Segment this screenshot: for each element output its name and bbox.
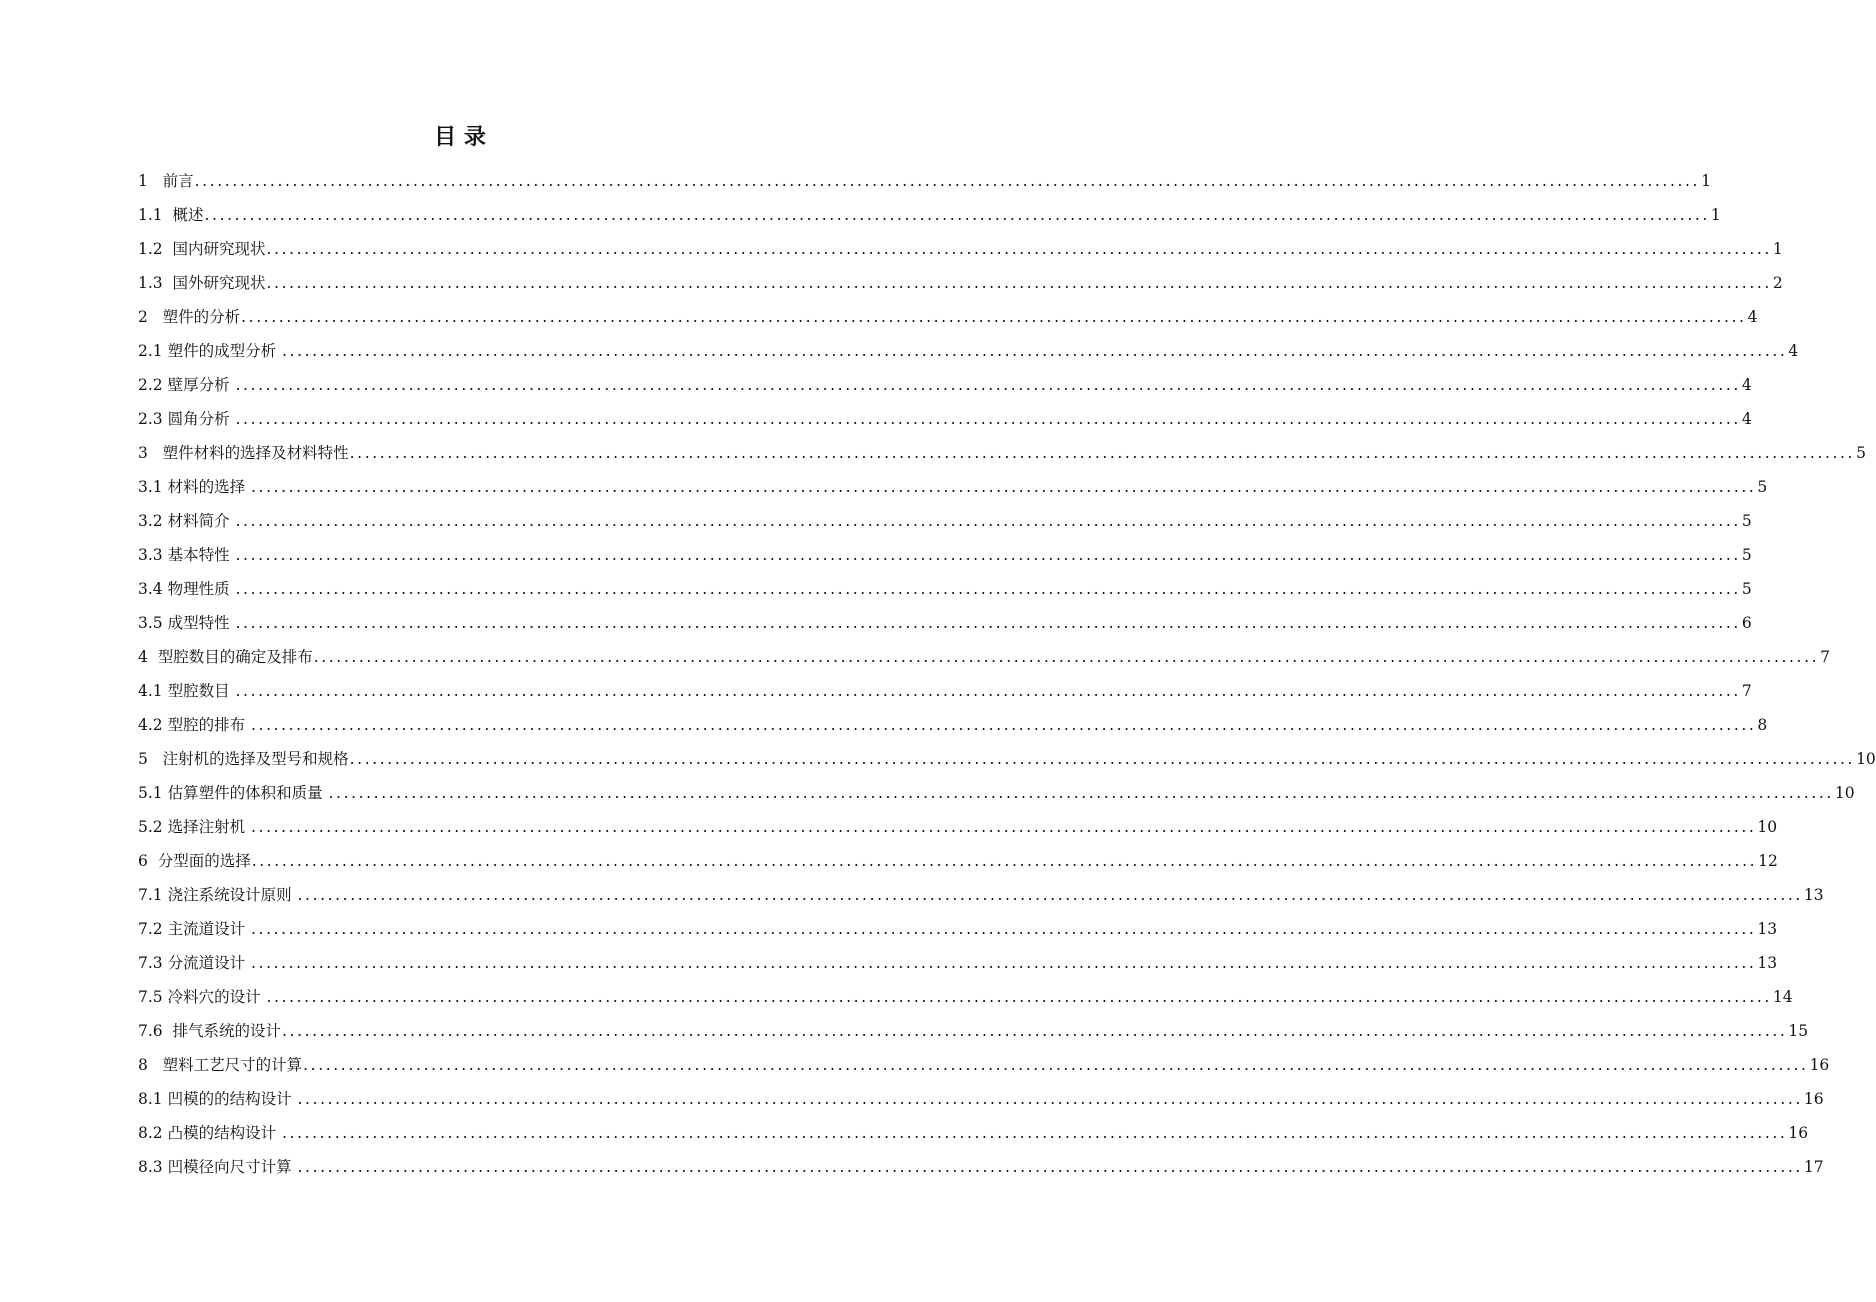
- toc-entry[interactable]: [138, 1048, 1830, 1082]
- toc-leader-dots: ........................................................................................................................................................................................................: [235, 410, 1741, 428]
- toc-entry[interactable]: [138, 572, 1752, 606]
- toc-entry-page-number: 4: [1741, 376, 1752, 394]
- toc-leader-dots: ........................................................................................................................................................................................................: [251, 478, 1757, 496]
- toc-leader-dots: ........................................................................................................................................................................................................: [297, 886, 1803, 904]
- toc-entry[interactable]: [138, 674, 1752, 708]
- toc-entry[interactable]: [138, 198, 1721, 232]
- toc-entry[interactable]: [138, 810, 1778, 844]
- toc-entry-page-number: 7: [1820, 648, 1830, 666]
- toc-entry-page-number: 1: [1710, 206, 1721, 224]
- toc-entry-label: 3 塑件材料的选择及材料特性: [138, 444, 349, 462]
- toc-entry-label: 5.1 估算塑件的体积和质量: [138, 784, 328, 802]
- toc-leader-dots: ........................................................................................................................................................................................................: [313, 648, 1820, 666]
- toc-entry-label: 3.3 基本特性: [138, 546, 235, 564]
- toc-entry[interactable]: [138, 1014, 1809, 1048]
- toc-leader-dots: ........................................................................................................................................................................................................: [251, 852, 1758, 870]
- toc-leader-dots: ........................................................................................................................................................................................................: [241, 308, 1747, 326]
- toc-leader-dots: ........................................................................................................................................................................................................: [282, 1022, 1788, 1040]
- toc-entry-label: 1.2 国内研究现状: [138, 240, 266, 258]
- toc-entry-label: 8 塑料工艺尺寸的计算: [138, 1056, 303, 1074]
- toc-leader-dots: ........................................................................................................................................................................................................: [349, 750, 1856, 768]
- toc-entry-page-number: 4: [1741, 410, 1752, 428]
- toc-entry[interactable]: [138, 708, 1768, 742]
- toc-entry-page-number: 15: [1788, 1022, 1809, 1040]
- toc-entry[interactable]: [138, 742, 1876, 776]
- toc-entry-label: 3.2 材料简介: [138, 512, 235, 530]
- toc-entry-label: 8.2 凸模的结构设计: [138, 1124, 282, 1142]
- toc-leader-dots: ........................................................................................................................................................................................................: [282, 1124, 1788, 1142]
- toc-leader-dots: ........................................................................................................................................................................................................: [266, 988, 1772, 1006]
- toc-entry-page-number: 13: [1757, 920, 1778, 938]
- toc-entry[interactable]: [138, 402, 1752, 436]
- toc-entry-page-number: 5: [1741, 512, 1752, 530]
- toc-entry[interactable]: [138, 232, 1783, 266]
- toc-entry-label: 7.1 浇注系统设计原则: [138, 886, 297, 904]
- toc-entry[interactable]: [138, 368, 1752, 402]
- toc-entry[interactable]: [138, 1082, 1824, 1116]
- toc-entry[interactable]: [138, 266, 1783, 300]
- toc-entry-page-number: 13: [1803, 886, 1824, 904]
- toc-entry-page-number: 1: [1701, 172, 1711, 190]
- toc-entry-page-number: 10: [1834, 784, 1855, 802]
- toc-entry[interactable]: [138, 470, 1768, 504]
- toc-entry-label: 3.5 成型特性: [138, 614, 235, 632]
- toc-title: 目 录: [434, 125, 486, 150]
- toc-entry-page-number: 5: [1741, 580, 1752, 598]
- toc-entry-label: 5.2 选择注射机: [138, 818, 251, 836]
- toc-leader-dots: ........................................................................................................................................................................................................: [266, 274, 1772, 292]
- toc-leader-dots: ........................................................................................................................................................................................................: [235, 376, 1741, 394]
- toc-entry[interactable]: [138, 878, 1824, 912]
- toc-entry-label: 8.3 凹模径向尺寸计算: [138, 1158, 297, 1176]
- toc-entry-page-number: 16: [1788, 1124, 1809, 1142]
- toc-entry-page-number: 8: [1757, 716, 1768, 734]
- toc-entry-label: 1 前言: [138, 172, 194, 190]
- toc-entry-page-number: 10: [1757, 818, 1778, 836]
- toc-entry[interactable]: [138, 164, 1711, 198]
- toc-leader-dots: ........................................................................................................................................................................................................: [251, 818, 1757, 836]
- toc-entry-label: 7.5 冷料穴的设计: [138, 988, 266, 1006]
- toc-entry-label: 4.2 型腔的排布: [138, 716, 251, 734]
- toc-entry-label: 7.6 排气系统的设计: [138, 1022, 282, 1040]
- toc-entry-page-number: 5: [1757, 478, 1768, 496]
- toc-entry[interactable]: [138, 538, 1752, 572]
- toc-entry[interactable]: [138, 334, 1799, 368]
- toc-leader-dots: ........................................................................................................................................................................................................: [251, 920, 1757, 938]
- toc-leader-dots: ........................................................................................................................................................................................................: [297, 1090, 1803, 1108]
- toc-leader-dots: ........................................................................................................................................................................................................: [282, 342, 1788, 360]
- toc-entry[interactable]: [138, 912, 1778, 946]
- toc-entry-label: 3.4 物理性质: [138, 580, 235, 598]
- toc-leader-dots: ........................................................................................................................................................................................................: [251, 716, 1757, 734]
- toc-entry-label: 2.3 圆角分析: [138, 410, 235, 428]
- toc-entry-label: 1.3 国外研究现状: [138, 274, 266, 292]
- toc-entry[interactable]: [138, 504, 1752, 538]
- toc-entry[interactable]: [138, 300, 1758, 334]
- toc-entry-page-number: 5: [1741, 546, 1752, 564]
- toc-list: [138, 164, 1876, 1184]
- toc-entry-label: 6 分型面的选择: [138, 852, 251, 870]
- toc-leader-dots: ........................................................................................................................................................................................................: [235, 546, 1741, 564]
- toc-entry[interactable]: [138, 436, 1866, 470]
- toc-entry-label: 2.2 壁厚分析: [138, 376, 235, 394]
- toc-leader-dots: ........................................................................................................................................................................................................: [235, 682, 1741, 700]
- toc-entry[interactable]: [138, 776, 1855, 810]
- toc-entry[interactable]: [138, 946, 1778, 980]
- toc-entry-page-number: 6: [1741, 614, 1752, 632]
- toc-entry-page-number: 4: [1788, 342, 1799, 360]
- toc-leader-dots: ........................................................................................................................................................................................................: [235, 614, 1741, 632]
- toc-entry[interactable]: [138, 1116, 1809, 1150]
- toc-entry-label: 4 型腔数目的确定及排布: [138, 648, 313, 666]
- toc-leader-dots: ........................................................................................................................................................................................................: [266, 240, 1772, 258]
- toc-entry-label: 2 塑件的分析: [138, 308, 241, 326]
- toc-leader-dots: ........................................................................................................................................................................................................: [235, 580, 1741, 598]
- toc-entry-page-number: 7: [1741, 682, 1752, 700]
- toc-entry-page-number: 2: [1772, 274, 1783, 292]
- toc-entry-page-number: 17: [1803, 1158, 1824, 1176]
- toc-entry-page-number: 5: [1856, 444, 1866, 462]
- toc-entry-label: 1.1 概述: [138, 206, 204, 224]
- toc-leader-dots: ........................................................................................................................................................................................................: [303, 1056, 1809, 1074]
- toc-leader-dots: ........................................................................................................................................................................................................: [297, 1158, 1803, 1176]
- toc-entry-page-number: 14: [1772, 988, 1793, 1006]
- toc-entry[interactable]: [138, 980, 1793, 1014]
- toc-leader-dots: ........................................................................................................................................................................................................: [235, 512, 1741, 530]
- toc-entry-page-number: 10: [1856, 750, 1876, 768]
- toc-entry-page-number: 13: [1757, 954, 1778, 972]
- toc-entry[interactable]: [138, 640, 1830, 674]
- toc-leader-dots: ........................................................................................................................................................................................................: [194, 172, 1701, 190]
- toc-entry[interactable]: [138, 606, 1752, 640]
- toc-entry[interactable]: [138, 844, 1778, 878]
- toc-entry-label: 4.1 型腔数目: [138, 682, 235, 700]
- toc-entry-page-number: 16: [1803, 1090, 1824, 1108]
- toc-entry-label: 3.1 材料的选择: [138, 478, 251, 496]
- toc-entry-page-number: 16: [1809, 1056, 1830, 1074]
- toc-leader-dots: ........................................................................................................................................................................................................: [251, 954, 1757, 972]
- toc-leader-dots: ........................................................................................................................................................................................................: [349, 444, 1856, 462]
- toc-entry-label: 5 注射机的选择及型号和规格: [138, 750, 349, 768]
- toc-entry-page-number: 1: [1772, 240, 1783, 258]
- toc-entry-label: 8.1 凹模的的结构设计: [138, 1090, 297, 1108]
- toc-entry-label: 7.3 分流道设计: [138, 954, 251, 972]
- toc-entry-page-number: 12: [1758, 852, 1778, 870]
- toc-leader-dots: ........................................................................................................................................................................................................: [328, 784, 1834, 802]
- toc-leader-dots: ........................................................................................................................................................................................................: [204, 206, 1710, 224]
- toc-entry-label: 2.1 塑件的成型分析: [138, 342, 282, 360]
- toc-entry-label: 7.2 主流道设计: [138, 920, 251, 938]
- toc-entry[interactable]: [138, 1150, 1824, 1184]
- toc-entry-page-number: 4: [1747, 308, 1758, 326]
